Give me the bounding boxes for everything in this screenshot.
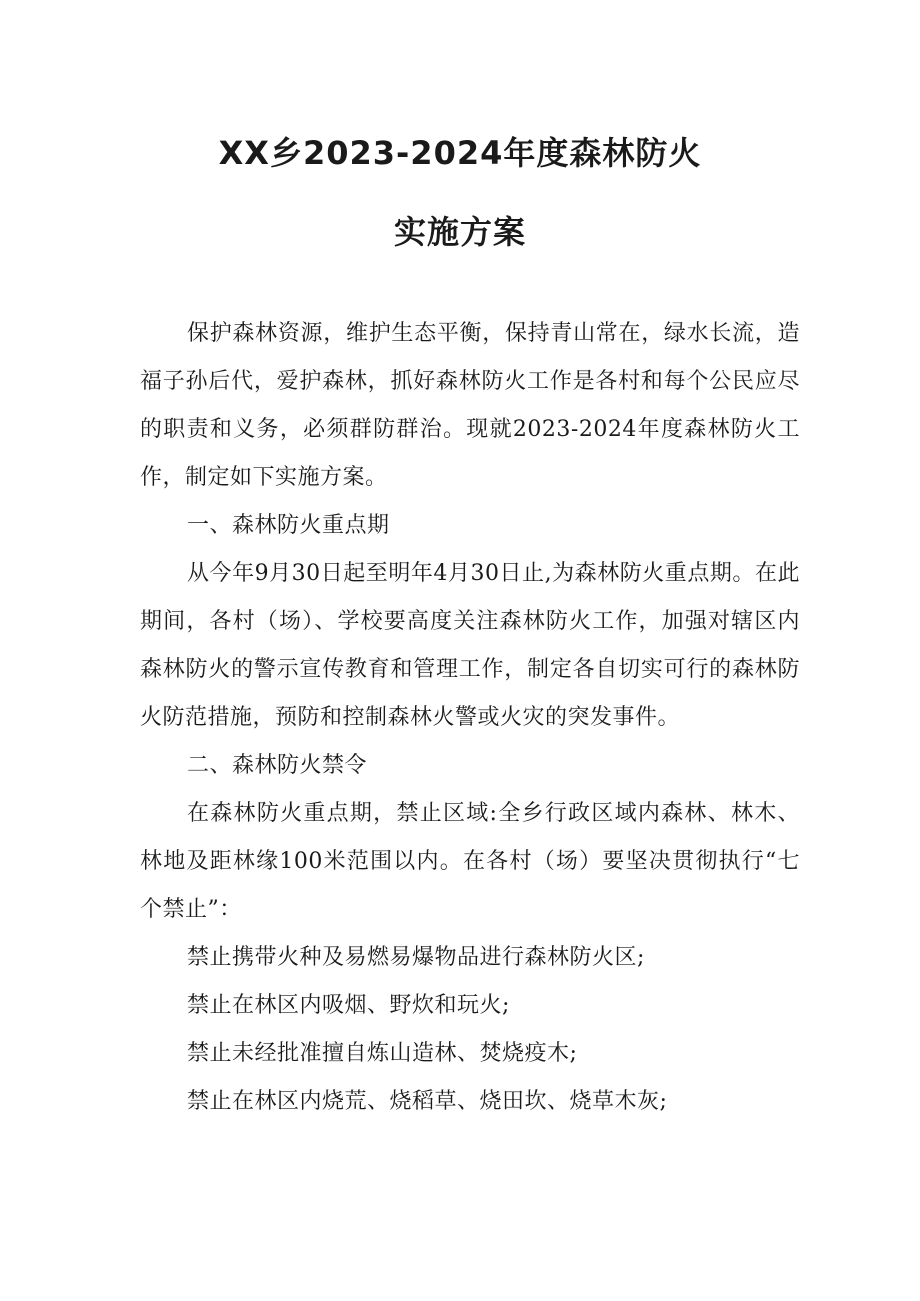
- prohibition-item: 禁止在林区内吸烟、野炊和玩火;: [187, 993, 510, 1018]
- section2-paragraph: 在森林防火重点期，禁止区域:全乡行政区域内森林、林木、林地及距林缘100米范围以内。在各村（场）要坚决贯彻执行“七个禁止”：: [140, 801, 800, 922]
- prohibition-item: 禁止在林区内烧荒、烧稻草、烧田坎、烧草木灰;: [187, 1089, 668, 1114]
- section1-paragraph: 从今年9月30日起至明年4月30日止,为森林防火重点期。在此期间，各村（场）、学校要高度关注森林防火工作，加强对辖区内森林防火的警示宣传教育和管理工作，制定各自切实可行的森林防火防范措施，预防和控制森林火警或火灾的突发事件。: [140, 561, 800, 730]
- document-subtitle: 实施方案: [393, 213, 526, 251]
- section2-heading: 二、森林防火禁令: [187, 753, 368, 778]
- prohibition-item: 禁止携带火种及易燃易爆物品进行森林防火区;: [187, 945, 645, 970]
- document-title: XX乡2023-2024年度森林防火: [218, 134, 702, 172]
- intro-paragraph: 保护森林资源，维护生态平衡，保持青山常在，绿水长流，造福子孙后代，爱护森林，抓好森林防火工作是各村和每个公民应尽的职责和义务，必须群防群治。现就2023-2024年度森林防火工作，制定如下实施方案。: [140, 321, 800, 490]
- section1-heading: 一、森林防火重点期: [187, 513, 390, 538]
- prohibition-item: 禁止未经批准擅自炼山造林、焚烧疫木;: [187, 1041, 578, 1066]
